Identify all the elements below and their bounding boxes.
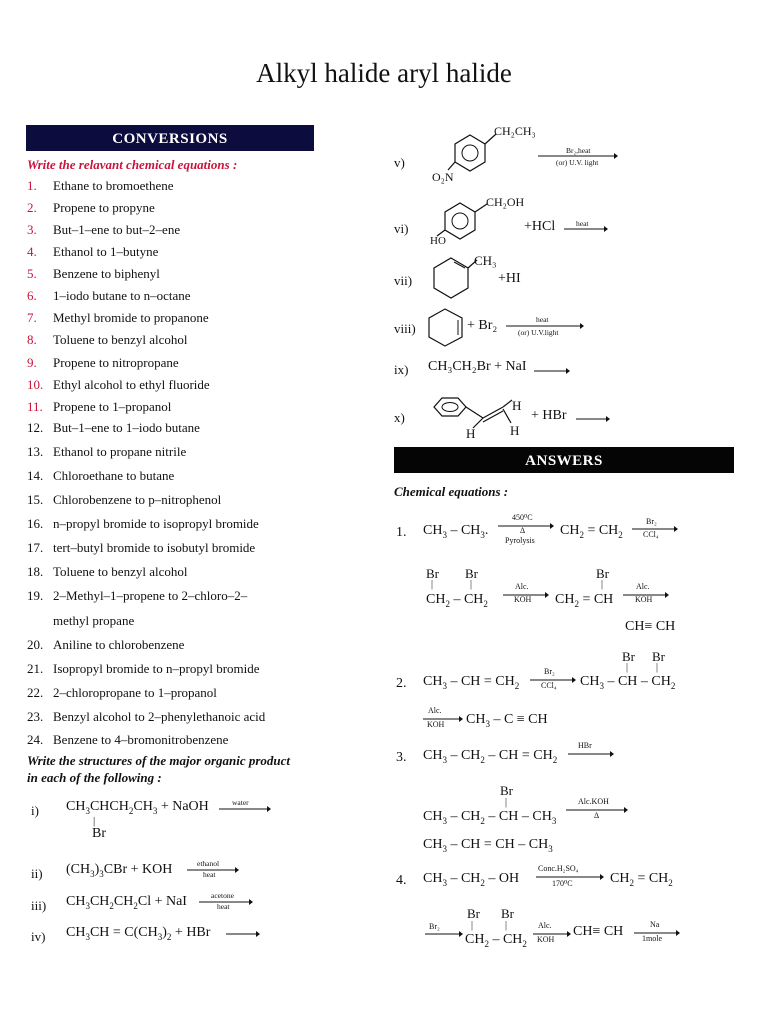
conversion-item [27, 420, 200, 436]
conversion-item [27, 540, 255, 556]
cond-br2-4: Br₂ [429, 922, 440, 931]
conversion-text: 1–iodo butane to n–octane [53, 288, 191, 303]
conversion-number: 22. [27, 685, 44, 700]
bond-mark: | [431, 579, 434, 590]
reaction-i: $CH_3CHCH_2CH_3$ + NaOH [66, 799, 209, 816]
reagent-hi: +HI [498, 271, 521, 286]
answers-subheading: Chemical equations : [394, 484, 509, 499]
reagent-hbr: + HBr [531, 408, 567, 423]
conversion-number: 2. [27, 200, 37, 215]
conversion-text: tert–butyl bromide to isobutyl bromide [53, 540, 256, 555]
cond-ccl4-1: CCl₄ [643, 530, 659, 539]
a1-br-3: Br [596, 566, 609, 581]
structures-instruction-1: Write the structures of the major organic product [27, 753, 291, 768]
cond-koh-4: KOH [537, 935, 555, 944]
answer1-dibromoethane: $CH_2 - CH_2$ [426, 592, 488, 609]
arrow-ix [534, 364, 570, 378]
conversion-number: 16. [27, 516, 44, 531]
conversion-number: 6. [27, 288, 37, 303]
answer-num-2: 2. [396, 676, 407, 691]
conversion-number: 14. [27, 468, 44, 483]
conversion-text: Chloroethane to butane [53, 468, 175, 483]
cyclohexene-structure [425, 305, 470, 350]
cond-koh-2: KOH [635, 595, 653, 604]
a4-br-2: Br [501, 906, 514, 921]
conversion-text: Propene to nitropropane [53, 355, 179, 370]
cond-alckoh: Alc.KOH [578, 797, 609, 806]
answer4-ethene: $CH_2 = CH_2$ [610, 871, 673, 888]
cond-ccl4-2: CCl₄ [541, 681, 557, 690]
label-x: x) [394, 410, 405, 425]
conversion-number: 15. [27, 492, 44, 507]
conversion-item [27, 355, 179, 371]
label-vii: vii) [394, 273, 413, 288]
conversion-number: 20. [27, 637, 44, 652]
arrow-iv [226, 926, 260, 942]
a4-br-1: Br [467, 906, 480, 921]
cond-alc-4: Alc. [538, 921, 552, 930]
conversion-text: 2–chloropropane to 1–propanol [53, 685, 217, 700]
answer2-dibromopropane: $CH_3$ – CH – $CH_2$ [580, 674, 676, 691]
conversion-item [27, 661, 260, 677]
conversion-item [27, 637, 184, 653]
reagent-hcl: +HCl [524, 219, 556, 234]
conversion-text: Ethane to bromoethene [53, 178, 174, 193]
arrow-x [576, 412, 610, 426]
answer3-2butene: $CH_3$ – CH = CH – $CH_3$ [423, 837, 553, 854]
conversion-text: But–1–ene to 1–iodo butane [53, 420, 200, 435]
conversion-item [27, 222, 180, 238]
cond-na: Na [650, 920, 660, 929]
cond-heat-iii: heat [217, 902, 230, 911]
conversion-number: 9. [27, 355, 37, 370]
conversion-number: 3. [27, 222, 37, 237]
conversion-number: 24. [27, 732, 44, 747]
a3-br: Br [500, 783, 513, 798]
conversion-text: Toluene to benzyl alcohol [53, 564, 188, 579]
conversion-item [27, 732, 228, 748]
cond-uvlight-viii: (or) U.V.light [518, 328, 559, 337]
cond-1mole: 1mole [642, 934, 662, 943]
cond-450c: 450⁰C [512, 513, 533, 522]
conversion-item [27, 516, 259, 532]
label-iii: iii) [31, 898, 47, 913]
answer-num-3: 3. [396, 750, 407, 765]
conversion-text: Propene to 1–propanol [53, 399, 172, 414]
conversion-text: 2–Methyl–1–propene to 2–chloro–2– [53, 588, 248, 603]
conversion-item [27, 685, 217, 701]
conversion-item [27, 588, 247, 604]
cond-koh-1: KOH [514, 595, 532, 604]
conversion-text: Toluene to benzyl alcohol [53, 332, 188, 347]
conversion-number: 21. [27, 661, 44, 676]
conversions-heading: CONVERSIONS [26, 125, 314, 151]
answer3-butene: $CH_3 - CH_2$ – CH = $CH_2$ [423, 748, 558, 765]
group-h-top: H [512, 398, 522, 413]
answer1-ethene: $CH_2 = CH_2$ [560, 523, 623, 540]
conversion-text: Aniline to chlorobenzene [53, 637, 185, 652]
reaction-iv: $CH_3CH = C(CH_3)_2$ + HBr [66, 925, 211, 942]
label-ix: ix) [394, 362, 409, 377]
conversion-text: Benzyl alcohol to 2–phenylethanoic acid [53, 709, 266, 724]
conversion-text: Ethanol to propane nitrile [53, 444, 187, 459]
cond-heat-viii: heat [536, 315, 549, 324]
conversion-text: n–propyl bromide to isopropyl bromide [53, 516, 259, 531]
conversion-number: 19. [27, 588, 44, 603]
cond-delta-1: Δ [520, 526, 526, 535]
conversion-item [27, 613, 134, 629]
group-ho: HO [430, 235, 446, 247]
conversion-item [27, 244, 158, 260]
answer2-propyne: $CH_3$ – C ≡ CH [466, 712, 548, 729]
answer4-dibromoethane: $CH_2 - CH_2$ [465, 932, 527, 949]
cond-heat-ii: heat [203, 870, 216, 879]
conversion-number: 17. [27, 540, 44, 555]
answer-num-1: 1. [396, 525, 407, 540]
conversion-number: 13. [27, 444, 44, 459]
reaction-ix: CH₃CH₂Br + NaI [428, 359, 527, 374]
conversion-text: Benzene to biphenyl [53, 266, 160, 281]
conversion-text: Benzene to 4–bromonitrobenzene [53, 732, 229, 747]
cond-acetone: acetone [211, 891, 234, 900]
label-viii: viii) [394, 321, 416, 336]
conversion-item [27, 564, 187, 580]
conversion-number: 18. [27, 564, 44, 579]
conversion-number: 10. [27, 377, 44, 392]
bond-mark: | [470, 579, 473, 590]
a2-br-1: Br [622, 649, 635, 664]
a1-br-2: Br [465, 566, 478, 581]
conversion-item [27, 178, 174, 194]
conversion-text: methyl propane [53, 613, 135, 628]
conversion-number: 8. [27, 332, 37, 347]
conversion-number: 12. [27, 420, 44, 435]
conversion-text: Chlorobenzene to p–nitrophenol [53, 492, 222, 507]
answer2-propene: $CH_3$ – CH = $CH_2$ [423, 674, 520, 691]
answer3-bromobutane: $CH_3 - CH_2$ – CH – $CH_3$ [423, 809, 557, 826]
cond-br2heat: Br₂,heat [566, 146, 591, 155]
conversion-item [27, 444, 186, 460]
conversion-text: But–1–ene to but–2–ene [53, 222, 181, 237]
cond-hbr: HBr [578, 741, 592, 750]
structures-instruction-2: in each of the following : [27, 770, 162, 785]
group-ch2ch3: CH₂CH₃ [494, 124, 536, 138]
answer1-ethyne: CH≡ CH [625, 619, 676, 634]
conversions-instruction: Write the relavant chemical equations : [27, 157, 238, 172]
conversion-item [27, 332, 187, 348]
cond-ethanol: ethanol [197, 859, 220, 868]
cond-170c: 170⁰C [552, 879, 573, 888]
a2-br-2: Br [652, 649, 665, 664]
conversion-number: 23. [27, 709, 44, 724]
bond-mark: | [601, 579, 604, 590]
label-ii: ii) [31, 866, 43, 881]
conversion-number: 7. [27, 310, 37, 325]
conversion-number: 4. [27, 244, 37, 259]
answer4-acetylene: CH≡ CH [573, 924, 624, 939]
conversion-number: 5. [27, 266, 37, 281]
label-iv: iv) [31, 929, 46, 944]
conversion-text: Propene to propyne [53, 200, 155, 215]
cond-br2-1: Br₂ [646, 517, 657, 526]
label-vi: vi) [394, 221, 409, 236]
answer1-vinylbromide: $CH_2$ = CH [555, 592, 614, 609]
conversion-item [27, 709, 265, 725]
conversion-item [27, 310, 209, 326]
conversion-text: Isopropyl bromide to n–propyl bromide [53, 661, 260, 676]
conversion-item [27, 288, 191, 304]
cond-conch2so4: Conc.H₂SO₄ [538, 864, 579, 873]
answer4-ethanol: $CH_3 - CH_2$ – OH [423, 871, 520, 888]
conversion-number: 1. [27, 178, 37, 193]
page-title: Alkyl halide aryl halide [256, 58, 512, 88]
group-ch2oh: CH₂OH [486, 195, 525, 209]
cond-br2-2: Br₂ [544, 667, 555, 676]
cond-delta-3: Δ [594, 811, 600, 820]
group-h-right: H [510, 423, 520, 438]
answers-heading: ANSWERS [394, 447, 734, 473]
conversion-text: Ethyl alcohol to ethyl fluoride [53, 377, 210, 392]
cond-uvlight-v: (or) U.V. light [556, 158, 599, 167]
substituent-br: Br [92, 826, 106, 841]
answer-num-4: 4. [396, 873, 407, 888]
conversion-item [27, 377, 210, 393]
label-i: i) [31, 803, 39, 818]
cond-water: water [232, 798, 249, 807]
bond-mark: | [505, 920, 508, 931]
conversion-text: Ethanol to 1–butyne [53, 244, 159, 259]
reaction-iii: $CH_3CH_2CH_2Cl$ + NaI [66, 894, 187, 911]
group-h-left: H [466, 426, 476, 441]
group-o2n: O₂N [432, 170, 454, 184]
bond-mark: | [505, 797, 508, 808]
label-v: v) [394, 155, 405, 170]
cond-alc-1: Alc. [515, 582, 529, 591]
cond-pyrolysis: Pyrolysis [505, 536, 535, 545]
conversion-item [27, 266, 160, 282]
conversion-text: Methyl bromide to propanone [53, 310, 209, 325]
cond-heat-vi: heat [576, 219, 589, 228]
conversion-item [27, 468, 174, 484]
cond-koh-3: KOH [427, 720, 445, 729]
group-ch3-vii: CH₃ [474, 253, 497, 268]
conversion-item [27, 399, 171, 415]
conversion-number: 11. [27, 399, 43, 414]
conversion-item [27, 200, 155, 216]
conversion-item [27, 492, 221, 508]
cond-alc-3: Alc. [428, 706, 442, 715]
bond-mark: | [471, 920, 474, 931]
bond-mark: | [93, 815, 96, 827]
bond-mark: | [626, 662, 629, 673]
answer1-ethane: $CH_3 - CH_3$. [423, 523, 489, 540]
cond-alc-2: Alc. [636, 582, 650, 591]
reaction-ii: $(CH_3)_3CBr$ + KOH [66, 862, 173, 879]
reagent-br2: + Br₂ [467, 318, 498, 333]
bond-mark: | [656, 662, 659, 673]
a1-br-1: Br [426, 566, 439, 581]
